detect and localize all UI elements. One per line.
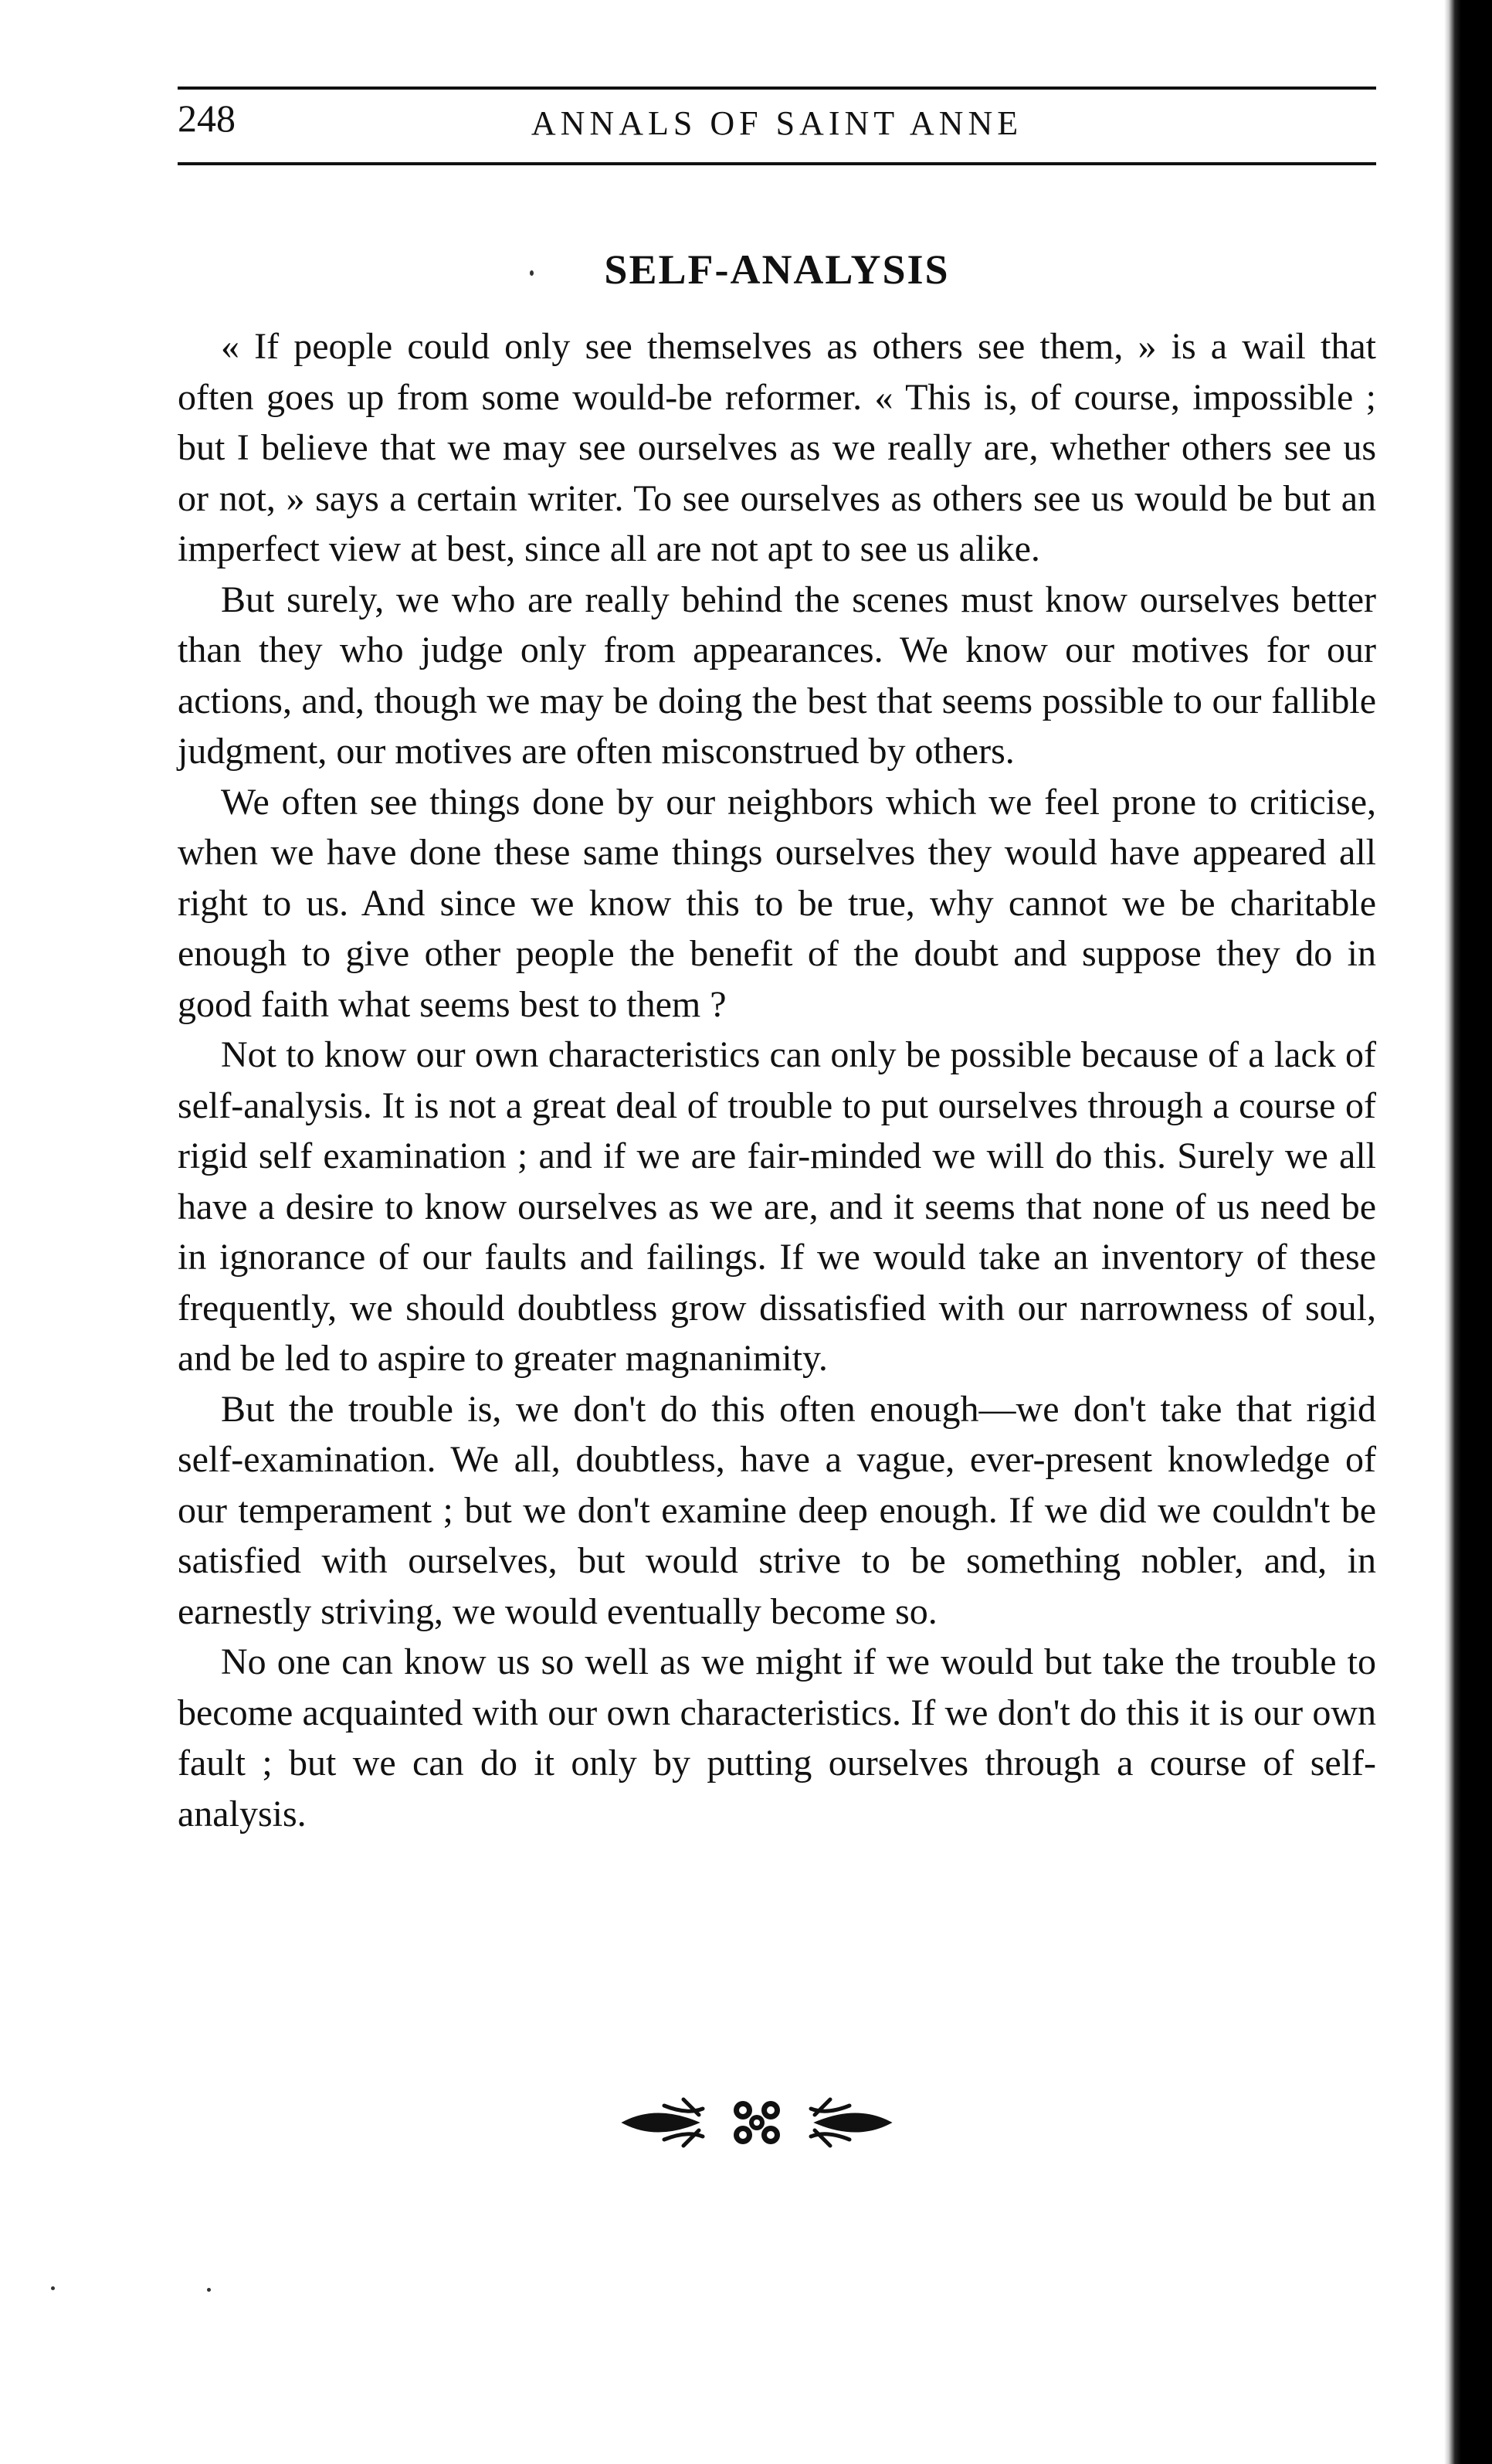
- page-binding-shadow: [1444, 0, 1492, 2464]
- paragraph: We often see things done by our neighbors which we feel prone to criticise, when we have done these same things ourselves they would have appeared all right to us. And since we know this to be true, why cannot we be charitable enough to give other people the benefit of the doubt and suppose they do in good faith what seems best to them ?: [178, 781, 1376, 1025]
- page-number: 248: [178, 97, 236, 140]
- running-head: [178, 93, 1376, 158]
- paragraph: « If people could only see themselves as others see them, » is a wail that often goes up from some would-be reformer. « This is, of course, impossible ; but I believe that we may see ourselves as we really are, whether others see us or not, » says a certain writer. To see ourselves as others see us would be but an imperfect view at best, since all are not apt to see us alike.: [178, 326, 1376, 569]
- article-body: [178, 321, 1376, 1839]
- print-speck: [207, 2288, 211, 2292]
- header-rule-top: [178, 87, 1376, 90]
- paragraph: Not to know our own characteristics can only be possible because of a lack of self-analysis. It is not a great deal of trouble to put ourselves through a course of rigid self examination ; and if we are fair-minded we will do this. Surely we all have a desire to know ourselves as we are, and it seems that none of us need be in ignorance of our faults and failings. If we would take an inventory of these frequently, we should doubtless grow dissatisfied with our narrowness of soul, and be led to aspire to greater magnanimity.: [178, 1034, 1376, 1379]
- paragraph: No one can know us so well as we might if we would but take the trouble to become acquainted with our own characteristics. If we don't do this it is our own fault ; but we can do it only by putting ourselves through a course of self-analysis.: [178, 1641, 1376, 1834]
- article-title: SELF-ANALYSIS: [604, 246, 950, 294]
- print-speck: [51, 2286, 55, 2290]
- print-speck: [530, 270, 534, 276]
- paragraph: But the trouble is, we don't do this often enough—we don't take that rigid self-examination. We all, doubtless, have a vague, ever-present knowledge of our temperament ; but we don't examine deep enough. If we did we couldn't be satisfied with ourselves, but would strive to be something nobler, and, in earnestly striving, we would eventually become so.: [178, 1388, 1376, 1632]
- running-title: ANNALS OF SAINT ANNE: [531, 104, 1023, 142]
- paragraph: But surely, we who are really behind the scenes must know ourselves better than they who judge only from appearances. We know our motives for our actions, and, though we may be doing the best that seems possible to our fallible judgment, our motives are often misconstrued by others.: [178, 579, 1376, 772]
- header-rule-bottom: [178, 162, 1376, 165]
- fleuron-ornament-icon: [610, 2092, 904, 2153]
